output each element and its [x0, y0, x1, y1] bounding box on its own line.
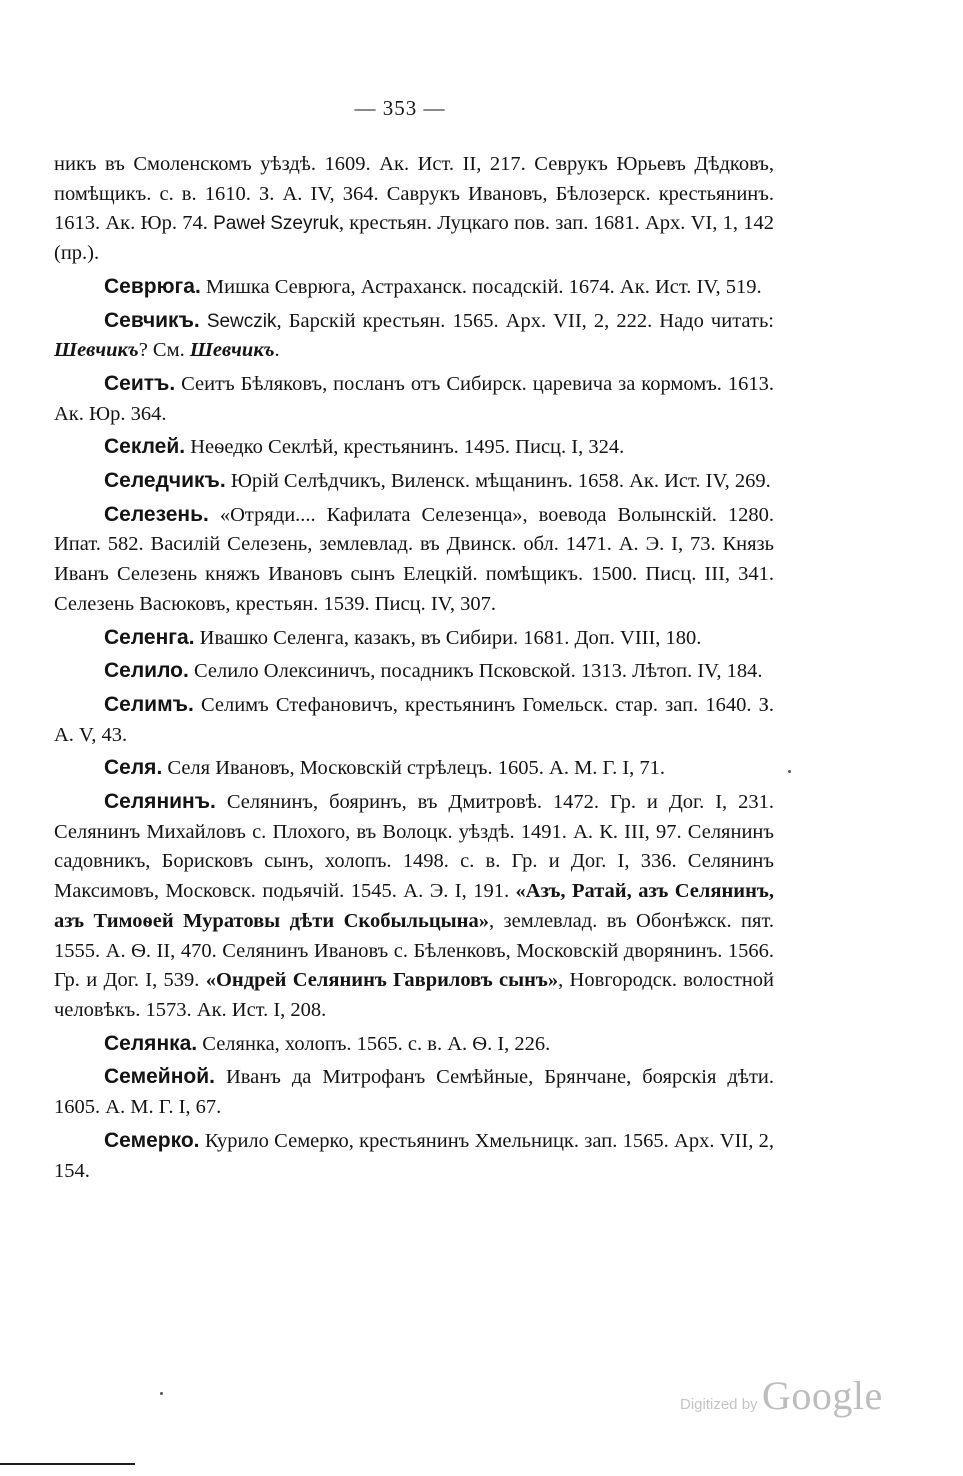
- entry-headword: Селило.: [104, 659, 189, 683]
- entry-seledchik: [54, 466, 774, 497]
- entry-headword: Селя.: [104, 756, 163, 780]
- entry-body: , Барскій крестьян. 1565. Арх. VII, 2, 222. Надо читать:: [276, 309, 774, 332]
- entry-selezen: [54, 500, 774, 620]
- entry-headword: Селезень.: [104, 502, 209, 526]
- entry-latin: Paweł Szeyruk: [213, 213, 339, 235]
- entry-continuation: [54, 150, 774, 269]
- entry-headword: Селедчикъ.: [104, 469, 226, 493]
- footer-rule: [0, 1463, 135, 1465]
- entry-body: Юрій Селѣдчикъ, Виленск. мѣщанинъ. 1658. Ак. Ист. IV, 269.: [230, 470, 771, 493]
- entry-body: Иванъ да Митрофанъ Семѣйные, Брянчане, боярскія дѣти. 1605. А. М. Г. I, 67.: [54, 1066, 775, 1119]
- entry-headword: Севчикъ.: [104, 308, 200, 332]
- entry-body: «Отряди.... Кафилата Селезенца», воевода Волынскій. 1280. Ипат. 582. Василій Селезень, землевлад. въ Двинск. обл. 1471. А. Э. I, 73. Князь Иванъ Селезень княжъ Ивановъ сынъ Елецкій. помѣщикъ. 1500. Писц. III, 341. Селезень Васюковъ, крестьян. 1539. Писц. IV, 307.: [54, 503, 775, 615]
- scan-speck: [160, 1392, 163, 1395]
- entry-body: Селимъ Стефановичъ, крестьянинъ Гомельск. стар. зап. 1640. З. А. V, 43.: [54, 693, 775, 746]
- entry-cross-ref: Шевчикъ: [54, 339, 139, 362]
- entry-body: Мишка Севрюга, Астраханск. посадскій. 1674. Ак. Ист. IV, 519.: [205, 275, 762, 298]
- entry-seklei: [54, 432, 774, 463]
- entry-cross-ref: Шевчикъ: [189, 339, 275, 362]
- entry-sevchik: [54, 306, 774, 366]
- entry-headword: Селянка.: [104, 1031, 198, 1055]
- entry-selya: [54, 753, 774, 784]
- entry-body: Неѳедко Секлѣй, крестьянинъ. 1495. Писц. I, 324.: [190, 436, 625, 459]
- google-logo: Google: [762, 1373, 883, 1418]
- entry-selilo: [54, 656, 774, 687]
- entry-body-end: .: [274, 339, 280, 362]
- entry-selim: [54, 690, 774, 750]
- entry-latin: Sewczik: [206, 310, 277, 332]
- entry-quote: «Ондрей Селянинъ Гавриловъ сынъ»: [205, 969, 559, 992]
- entry-headword: Семерко.: [104, 1128, 200, 1152]
- entry-body-end: , Новгородск. волостной человѣкъ. 1573. Ак. Ист. I, 208.: [54, 969, 775, 1021]
- entry-body: никъ въ Смоленскомъ уѣздѣ. 1609. Ак. Ист. II, 217. Севрукъ Юрьевъ Дѣдковъ, помѣщикъ. с. в. 1610. З. А. IV, 364. Саврукъ Ивановъ, Бѣлозерск. крестьянинъ. 1613. Ак. Юр. 74.: [54, 153, 774, 235]
- entry-seit: [54, 369, 774, 429]
- entry-body: Ивашко Селенга, казакъ, въ Сибири. 1681. Доп. VIII, 180.: [199, 626, 702, 649]
- entry-body: Курило Семерко, крестьянинъ Хмельницк. зап. 1565. Арх. VII, 2, 154.: [54, 1129, 775, 1182]
- entry-headword: Селенга.: [104, 625, 195, 649]
- entry-headword: Селимъ.: [104, 692, 194, 716]
- dictionary-text: [54, 150, 774, 1189]
- entry-body-cont: , землевлад. въ Обонѣжск. пят. 1555. А. Ѳ. II, 470. Селянинъ Ивановъ с. Бѣленковъ, Московскій дворянинъ. 1566. Гр. и Дог. I, 539.: [54, 909, 774, 992]
- scan-speck: [788, 770, 791, 773]
- entry-body: Сеитъ Бѣляковъ, посланъ отъ Сибирск. царевича за кормомъ. 1613. Ак. Юр. 364.: [54, 372, 774, 425]
- entry-body: Селянинъ, бояринъ, въ Дмитровѣ. 1472. Гр. и Дог. I, 231. Селянинъ Михайловъ с. Плохого, въ Волоцк. уѣздѣ. 1491. А. К. III, 97. Селянинъ садовникъ, Борисковъ сынъ, холопъ. 1498. с. в. Гр. и Дог. I, 336. Селянинъ Максимовъ, Московск. подьячій. 1545. А. Э. I, 191.: [54, 791, 774, 903]
- watermark-prefix: Digitized by: [680, 1396, 758, 1413]
- entry-headword: Севрюга.: [104, 274, 201, 298]
- entry-body: Селя Ивановъ, Московскій стрѣлецъ. 1605. А. М. Г. I, 71.: [167, 757, 666, 780]
- entry-body: Селило Олексиничъ, посадникъ Псковской. 1313. Лѣтоп. IV, 184.: [193, 660, 763, 683]
- page-number: — 353 —: [354, 96, 446, 120]
- entry-body-cont: , крестьян. Луцкаго пов. зап. 1681. Арх. VI, 1, 142 (пр.).: [54, 212, 774, 265]
- digitized-watermark: [680, 1372, 883, 1419]
- entry-semeinoi: [54, 1062, 774, 1122]
- entry-body-cont: ? См.: [138, 339, 190, 362]
- entry-headword: Семейной.: [104, 1065, 215, 1089]
- entry-semerko: [54, 1126, 774, 1186]
- entry-headword: Секлей.: [104, 435, 186, 459]
- entry-headword: Селянинъ.: [104, 790, 216, 814]
- entry-sevryuga: [54, 272, 774, 303]
- entry-body: Селянка, холопъ. 1565. с. в. А. Ѳ. I, 226.: [202, 1032, 551, 1055]
- entry-selenga: [54, 623, 774, 654]
- entry-headword: Сеитъ.: [104, 371, 176, 395]
- entry-quote: «Азъ, Ратай, азъ Селянинъ, азъ Тимоѳей Муратовы дѣти Скобыльцына»: [54, 880, 774, 932]
- entry-selyanka: [54, 1029, 774, 1060]
- entry-selyanin: [54, 787, 774, 1026]
